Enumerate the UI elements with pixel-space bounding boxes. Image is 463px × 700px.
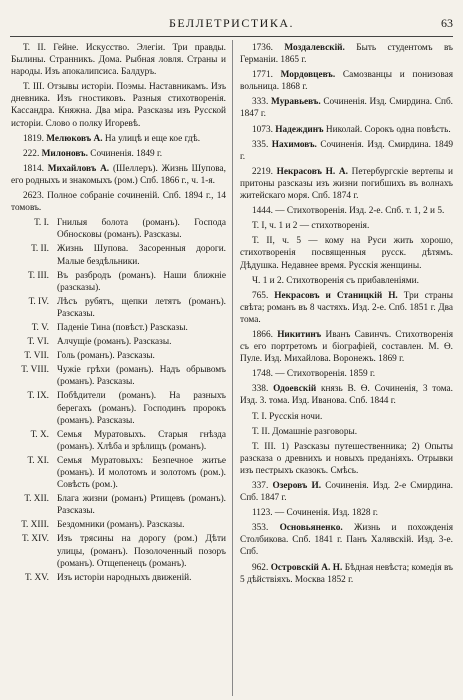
entry-author: Надеждинъ [275, 124, 324, 135]
volume-label: Т. V. [31, 322, 49, 333]
catalog-entry [240, 96, 453, 120]
entry-number: 353. [252, 523, 269, 534]
volume-note: Т. I, ч. 1 и 2 — стихотворенія. [252, 221, 370, 232]
catalog-entry [240, 329, 453, 365]
volume-label: Т. VI. [27, 337, 49, 348]
volume-label: Т. XV. [25, 572, 49, 583]
header-rule [10, 36, 453, 37]
entry-text: (Шеллеръ). Жизнь Шупова, его родныхъ и знакомыхъ (ром.) Спб. 1866 г., ч. 1-я. [11, 163, 227, 186]
volume-label: Т. IV. [28, 296, 49, 307]
entry-author: Озеровъ И. [272, 481, 322, 491]
volume-label: Т. VIII. [21, 365, 49, 376]
catalog-entry: 2623. Полное собраніе сочиненій. Спб. 1894 г., 14 томовъ. [11, 191, 226, 214]
entry-author: Островскій А. Н. [270, 562, 343, 573]
entry-text: Сочиненія. Изд. 2-е Смирдина. Спб. 1847 г. [240, 481, 454, 504]
volume-row [11, 296, 226, 320]
entry-number: 1771. [252, 70, 273, 81]
volume-label: Т. XII. [24, 494, 49, 505]
entry-number: 335. [252, 139, 269, 150]
volume-row [11, 350, 226, 362]
entry-text: Самозванцы и понизовая вольница. 1868 г. [240, 70, 453, 93]
catalog-entry [240, 42, 453, 66]
volume-label: Т. VII. [24, 351, 49, 362]
volume-note: Т. II, ч. 5 — кому на Руси жить хорошо, стихотворенія посвященныя русск. дѣтямъ. Дѣдушка. Недавнее время. Русскія женщины. [240, 236, 453, 271]
paragraph: Т. II. Гейне. Искусство. Элегіи. Три правды. Былины. Странникъ. Дома. Рыбная ловля. Страны и народы. Изъ апокалипсиса. Балдуръ. [11, 43, 226, 78]
entry-author: Некрасовъ и Станицкій Н. [274, 290, 398, 301]
volume-row [11, 322, 226, 334]
entry-text: Николай. Сорокъ одна повѣсть. [325, 124, 451, 135]
volume-label: Т. X. [30, 429, 49, 440]
entry-text: Бѣдная невѣста; комедія въ 5 дѣйствіяхъ. Москва 1852 г. [240, 562, 453, 585]
volume-contents: Семья Муратовыхъ: Безпечное житье (романъ). И молотомъ и золотомъ (ром.). Совѣсть (ром.). [57, 455, 226, 491]
volume-contents: Изъ трясины на дорогу (ром.) Дѣти улицы, (романъ). Позолоченный позоръ (романъ). Отщепенецъ (романъ). [57, 534, 226, 569]
volume-row [11, 243, 226, 267]
volume-contents: Алчущіе (романъ). Разсказы. [57, 337, 172, 348]
left-column [11, 42, 226, 586]
volume-contents: Чужіе грѣхи (романъ). Надъ обрывомъ (романъ). Разсказы. [57, 365, 226, 388]
column-divider [232, 40, 233, 696]
volume-note: Ч. 1 и 2. Стихотворенія съ прибавленіями. [252, 275, 419, 286]
entry-author: Основьяненко. [279, 523, 343, 534]
entry-author: Некрасовъ Н. А. [276, 166, 348, 177]
volume-contents: Паденіе Тина (повѣст.) Разсказы. [57, 322, 188, 333]
entry-number: 222. [23, 148, 40, 159]
entry-author: Мелюковъ А. [46, 133, 103, 144]
volume-list [11, 217, 226, 584]
volume-row [11, 270, 226, 294]
entry-author: Михайловъ А. [47, 163, 110, 174]
volume-row [11, 455, 226, 491]
volume-row [11, 572, 226, 584]
volume-contents: Изъ исторіи народныхъ движеній. [57, 572, 192, 583]
volume-note: Т. I. Русскія ночи. [252, 411, 323, 422]
catalog-entry [240, 69, 453, 93]
volume-row [11, 364, 226, 388]
right-column [240, 42, 453, 589]
entry-author: Моздалевскій. [284, 43, 345, 53]
entry-number: 765. [252, 290, 269, 301]
volume-contents: Побѣдители (романъ). На разныхъ берегахъ (романъ). Господинъ пророкъ (романъ). Разсказы. [57, 391, 226, 426]
volume-row [11, 217, 226, 241]
volume-label: Т. IX. [27, 391, 49, 402]
volume-contents: Бездомники (романъ). Разсказы. [57, 520, 185, 531]
entry-author: Милоновъ. [41, 148, 88, 159]
paragraph: Т. III. Отзывы исторіи. Поэмы. Наставникамъ. Изъ дневника. Изъ гностиковъ. Разныя стихотворенія. Кассандра. Княжна. Два міра. Разсказы изъ Русской исторіи. Слово о полку Игоревѣ. [11, 82, 226, 129]
volume-row [11, 533, 226, 569]
entry-text: Иванъ Савинчъ. Стихотворенія съ его портретомъ и біографіей, составлен. М. Ө. Пуле. Изд. Михайлова. Воронежъ. 1869 г. [240, 329, 453, 365]
entry-author: Никитинъ [277, 329, 322, 340]
entry-number: 1073. [252, 124, 273, 135]
section-title: БЕЛЛЕТРИСТИКА. [168, 16, 294, 30]
catalog-entry: 1748. — Стихотворенія. 1859 г. [252, 369, 376, 380]
volume-contents: Блага жизни (романъ) Ртищевъ (романъ). Разсказы. [57, 494, 226, 517]
entry-number: 2219. [252, 166, 273, 177]
catalog-entry [240, 383, 453, 407]
volume-label: Т. II. [31, 244, 49, 255]
entry-number: 1736. [252, 43, 273, 53]
entry-text: князь В. Ө. Сочиненія, 3 тома. Изд. 3. тома. Изд. Иванова. Спб. 1844 г. [240, 384, 453, 407]
volume-contents: Жизнь Шупова. Засоренныя дороги. Малые бездѣльники. [57, 244, 226, 267]
running-header [0, 16, 463, 32]
entry-number: 962. [252, 562, 269, 573]
entry-number: 337. [252, 481, 269, 491]
volume-row [11, 336, 226, 348]
catalog-entry: 1444. — Стихотворенія. Изд. 2-е. Спб. т. 1, 2 и 5. [252, 206, 445, 217]
volume-row [11, 519, 226, 531]
volume-note: Т. II. Домашніе разговоры. [252, 426, 358, 437]
volume-label: Т. I. [34, 218, 49, 229]
catalog-entry [11, 163, 226, 187]
volume-row [11, 390, 226, 426]
entry-author: Нахимовъ. [271, 139, 317, 150]
catalog-entry [240, 480, 453, 504]
volume-label: Т. III. [27, 270, 49, 281]
entry-number: 333. [252, 97, 269, 108]
entry-text: Сочиненія. Изд. Смирдина. Спб. 1847 г. [240, 97, 454, 120]
volume-label: Т. XI. [27, 455, 49, 466]
entry-number: 338. [252, 384, 269, 395]
entry-text: Сочиненія. 1849 г. [90, 148, 163, 159]
catalog-entry [11, 148, 226, 160]
volume-label: Т. XIII. [21, 520, 49, 531]
entry-author: Муравьевъ. [270, 97, 321, 108]
entry-text: Петербургскіе вертепы и притоны разсказы изъ жизни погибшихъ въ волнахъ житейскаго моря. Спб. 1874 г. [240, 166, 453, 202]
catalog-entry [240, 562, 453, 586]
entry-text: Три страны свѣта; романъ въ 8 частяхъ. Изд. 2-е. Спб. 1851 г. Два тома. [240, 290, 453, 325]
entry-number: 1814. [23, 163, 44, 174]
entry-author: Одоевскій [273, 384, 317, 395]
volume-row [11, 493, 226, 517]
catalog-entry [240, 166, 453, 202]
volume-note: Т. III. 1) Разсказы путешественника; 2) Опыты разсказа о древнихъ и новыхъ преданіяхъ. Отрывки изъ пестрыхъ сказокъ. Смѣсь. [240, 441, 453, 476]
volume-contents: Лѣсъ рубятъ, щепки летятъ (романъ). Разсказы. [57, 296, 226, 319]
volume-contents: Гнилыя болота (романъ). Господа Обносковы (романъ). Разсказы. [57, 218, 226, 241]
entry-text: Быть студентомъ въ Германіи. 1865 г. [240, 43, 453, 66]
entry-author: Мордовцевъ. [280, 70, 336, 81]
catalog-entry [11, 133, 226, 145]
entry-number: 1819. [23, 133, 44, 144]
volume-label: Т. XIV. [21, 534, 49, 545]
catalog-entry [240, 124, 453, 136]
catalog-entry: 1123. — Сочиненія. Изд. 1828 г. [252, 508, 378, 519]
catalog-entry [240, 290, 453, 326]
entry-number: 1866. [252, 329, 273, 340]
page-number: 63 [441, 16, 453, 30]
entry-text: Сочиненія. Изд. Смирдина. 1849 г. [240, 139, 453, 162]
entry-text: На улицѣ и еще кое гдѣ. [104, 133, 201, 144]
volume-contents: Семья Муратовыхъ. Старыя гнѣзда (романъ). Хлѣба и зрѣлищъ (романъ). [57, 429, 226, 452]
catalog-entry [240, 522, 453, 558]
entry-text: Жизнь и похожденія Столбикова. Спб. 1841 г. Панъ Халявскій. Изд. 3-е. Спб. [240, 523, 453, 558]
volume-contents: Въ разбродъ (романъ). Наши ближніе (разсказы). [57, 270, 226, 293]
volume-contents: Голь (романъ). Разсказы. [57, 351, 155, 362]
volume-row [11, 429, 226, 453]
catalog-entry [240, 139, 453, 163]
